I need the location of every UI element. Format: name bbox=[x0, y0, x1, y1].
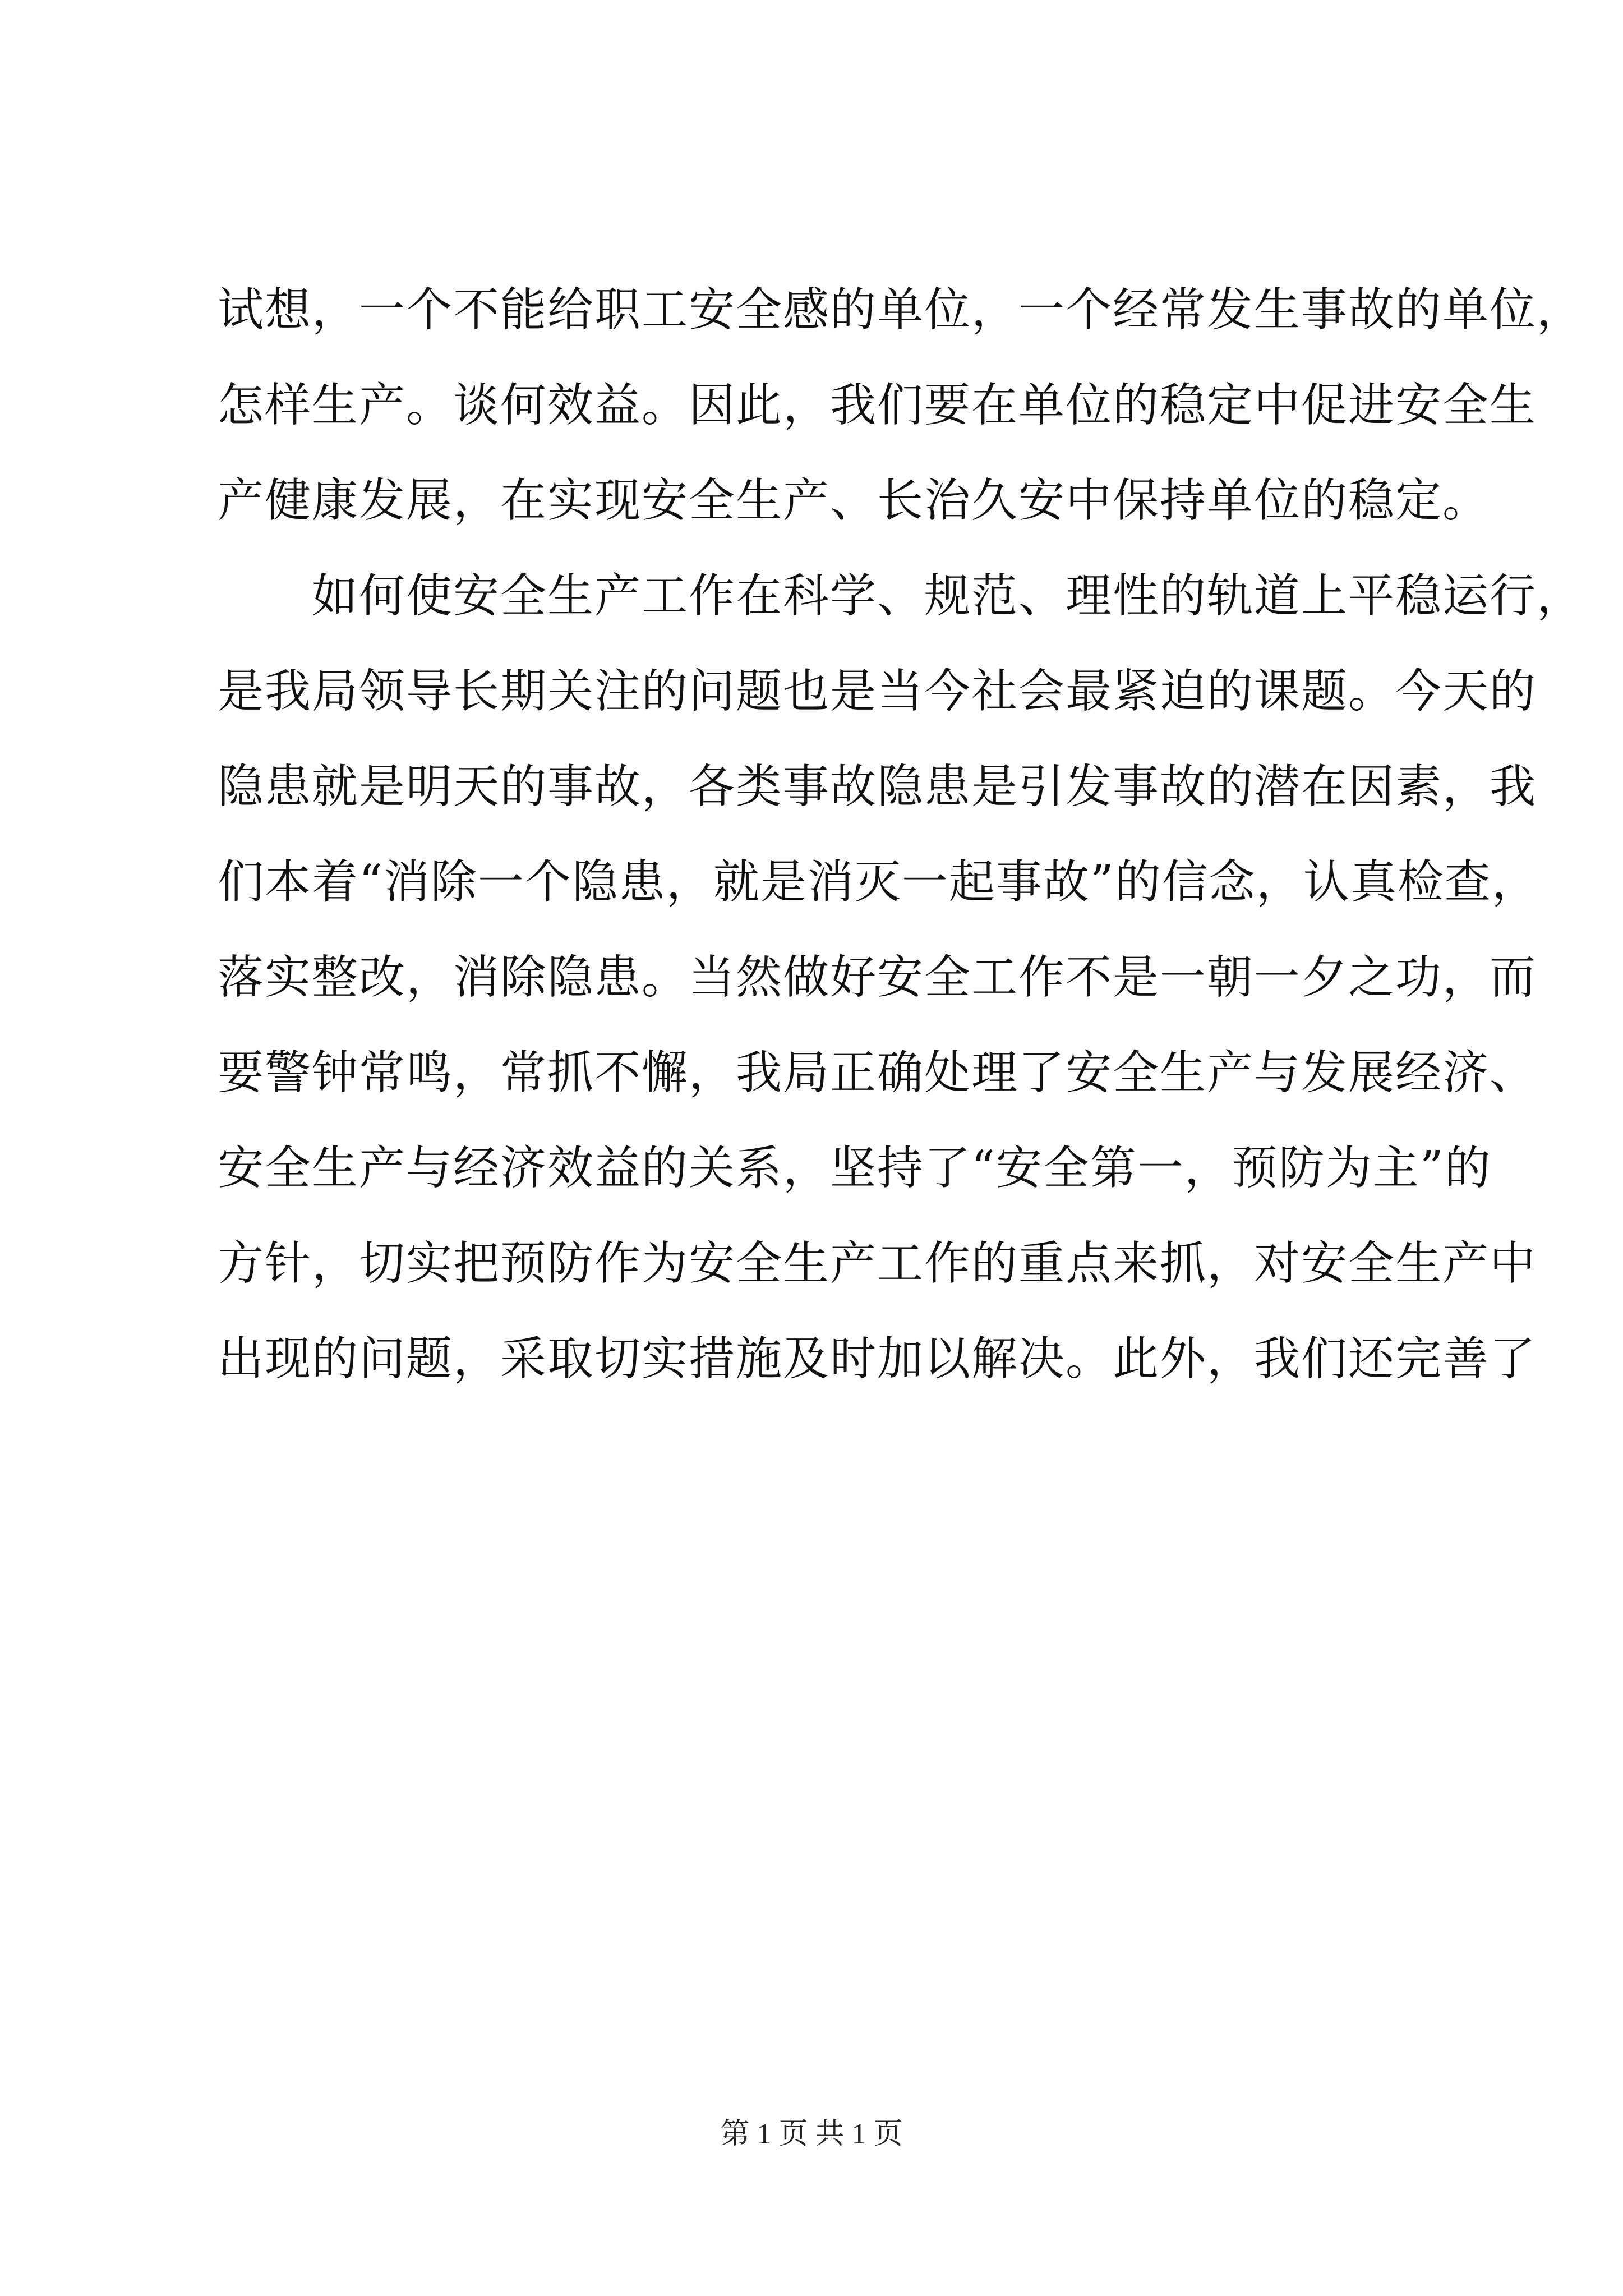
text-line: 怎样生产。谈何效益。因此，我们要在单位的稳定中促进安全生 bbox=[218, 379, 1537, 432]
text-line: 是我局领导长期关注的问题也是当今社会最紧迫的课题。今天的 bbox=[218, 665, 1537, 718]
text-line: 试想，一个不能给职工安全感的单位，一个经常发生事故的单位， bbox=[218, 283, 1584, 337]
text-line: 们本着“消除一个隐患，就是消灭一起事故”的信念，认真检查， bbox=[218, 855, 1539, 909]
page-footer: 第 1 页 共 1 页 bbox=[720, 2118, 903, 2150]
text-line: 产健康发展，在实现安全生产、长治久安中保持单位的稳定。 bbox=[218, 474, 1490, 527]
text-line: 安全生产与经济效益的关系，坚持了“安全第一，预防为主”的 bbox=[218, 1142, 1492, 1195]
text-line: 隐患就是明天的事故，各类事故隐患是引发事故的潜在因素，我 bbox=[218, 760, 1537, 813]
text-line: 要警钟常鸣，常抓不懈，我局正确处理了安全生产与发展经济、 bbox=[218, 1046, 1537, 1099]
text-line: 落实整改，消除隐患。当然做好安全工作不是一朝一夕之功，而 bbox=[218, 951, 1537, 1004]
text-line: 方针，切实把预防作为安全生产工作的重点来抓，对安全生产中 bbox=[218, 1237, 1537, 1290]
text-line: 如何使安全生产工作在科学、规范、理性的轨道上平稳运行， bbox=[218, 569, 1584, 623]
text-line: 出现的问题，采取切实措施及时加以解决。此外，我们还完善了 bbox=[218, 1332, 1537, 1386]
